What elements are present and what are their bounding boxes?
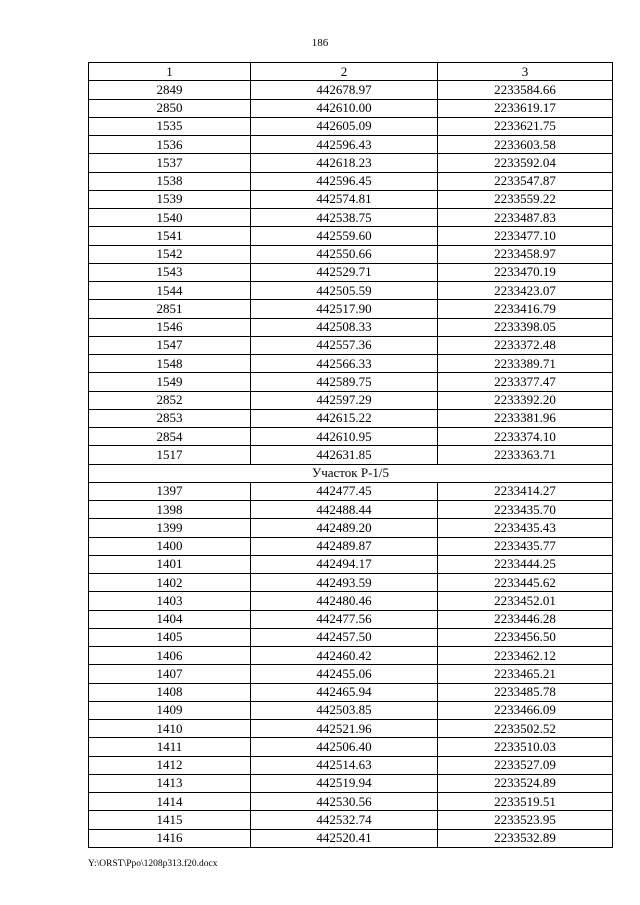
point-number-cell: 2852 xyxy=(89,391,251,409)
x-coordinate-cell: 442494.17 xyxy=(251,555,438,573)
point-number-cell: 1540 xyxy=(89,209,251,227)
y-coordinate-cell: 2233416.79 xyxy=(438,300,613,318)
point-number-cell: 1397 xyxy=(89,482,251,500)
x-coordinate-cell: 442574.81 xyxy=(251,190,438,208)
x-coordinate-cell: 442597.29 xyxy=(251,391,438,409)
point-number-cell: 1411 xyxy=(89,738,251,756)
table-row xyxy=(89,81,613,99)
x-coordinate-cell: 442589.75 xyxy=(251,373,438,391)
point-number-cell: 2849 xyxy=(89,81,251,99)
x-coordinate-cell: 442488.44 xyxy=(251,501,438,519)
point-number-cell: 2851 xyxy=(89,300,251,318)
point-number-cell: 1405 xyxy=(89,628,251,646)
y-coordinate-cell: 2233456.50 xyxy=(438,628,613,646)
point-number-cell: 2854 xyxy=(89,428,251,446)
point-number-cell: 2850 xyxy=(89,99,251,117)
y-coordinate-cell: 2233510.03 xyxy=(438,738,613,756)
table-row xyxy=(89,501,613,519)
y-coordinate-cell: 2233619.17 xyxy=(438,99,613,117)
point-number-cell: 1404 xyxy=(89,610,251,628)
y-coordinate-cell: 2233446.28 xyxy=(438,610,613,628)
table-row xyxy=(89,318,613,336)
table-row xyxy=(89,355,613,373)
x-coordinate-cell: 442529.71 xyxy=(251,263,438,281)
x-coordinate-cell: 442505.59 xyxy=(251,282,438,300)
table-row xyxy=(89,519,613,537)
y-coordinate-cell: 2233466.09 xyxy=(438,701,613,719)
y-coordinate-cell: 2233477.10 xyxy=(438,227,613,245)
y-coordinate-cell: 2233547.87 xyxy=(438,172,613,190)
table-row xyxy=(89,793,613,811)
table-row xyxy=(89,373,613,391)
y-coordinate-cell: 2233485.78 xyxy=(438,683,613,701)
table-row xyxy=(89,227,613,245)
x-coordinate-cell: 442520.41 xyxy=(251,829,438,847)
column-header-1: 1 xyxy=(89,63,251,81)
point-number-cell: 1402 xyxy=(89,574,251,592)
x-coordinate-cell: 442477.45 xyxy=(251,482,438,500)
x-coordinate-cell: 442596.43 xyxy=(251,136,438,154)
table-row xyxy=(89,428,613,446)
y-coordinate-cell: 2233423.07 xyxy=(438,282,613,300)
point-number-cell: 1548 xyxy=(89,355,251,373)
point-number-cell: 1546 xyxy=(89,318,251,336)
x-coordinate-cell: 442566.33 xyxy=(251,355,438,373)
x-coordinate-cell: 442605.09 xyxy=(251,117,438,135)
x-coordinate-cell: 442517.90 xyxy=(251,300,438,318)
y-coordinate-cell: 2233372.48 xyxy=(438,336,613,354)
table-row xyxy=(89,574,613,592)
point-number-cell: 1400 xyxy=(89,537,251,555)
table-row xyxy=(89,592,613,610)
point-number-cell: 1409 xyxy=(89,701,251,719)
table-row xyxy=(89,665,613,683)
point-number-cell: 1406 xyxy=(89,647,251,665)
table-row xyxy=(89,336,613,354)
table-row xyxy=(89,245,613,263)
y-coordinate-cell: 2233377.47 xyxy=(438,373,613,391)
y-coordinate-cell: 2233487.83 xyxy=(438,209,613,227)
y-coordinate-cell: 2233470.19 xyxy=(438,263,613,281)
y-coordinate-cell: 2233398.05 xyxy=(438,318,613,336)
x-coordinate-cell: 442519.94 xyxy=(251,774,438,792)
table-row xyxy=(89,209,613,227)
table-row xyxy=(89,154,613,172)
y-coordinate-cell: 2233603.58 xyxy=(438,136,613,154)
coordinates-table xyxy=(88,62,613,848)
x-coordinate-cell: 442460.42 xyxy=(251,647,438,665)
x-coordinate-cell: 442506.40 xyxy=(251,738,438,756)
x-coordinate-cell: 442631.85 xyxy=(251,446,438,464)
table-row xyxy=(89,537,613,555)
column-header-2: 2 xyxy=(251,63,438,81)
y-coordinate-cell: 2233414.27 xyxy=(438,482,613,500)
y-coordinate-cell: 2233392.20 xyxy=(438,391,613,409)
table-row xyxy=(89,683,613,701)
x-coordinate-cell: 442559.60 xyxy=(251,227,438,245)
table-header-row xyxy=(89,63,613,81)
point-number-cell: 1549 xyxy=(89,373,251,391)
x-coordinate-cell: 442550.66 xyxy=(251,245,438,263)
point-number-cell: 1544 xyxy=(89,282,251,300)
point-number-cell: 1541 xyxy=(89,227,251,245)
point-number-cell: 1413 xyxy=(89,774,251,792)
table-row xyxy=(89,282,613,300)
y-coordinate-cell: 2233584.66 xyxy=(438,81,613,99)
table-row xyxy=(89,756,613,774)
y-coordinate-cell: 2233435.70 xyxy=(438,501,613,519)
table-row xyxy=(89,136,613,154)
x-coordinate-cell: 442514.63 xyxy=(251,756,438,774)
table-row xyxy=(89,446,613,464)
point-number-cell: 1537 xyxy=(89,154,251,172)
column-header-3: 3 xyxy=(438,63,613,81)
point-number-cell: 1401 xyxy=(89,555,251,573)
section-header-row xyxy=(89,464,613,482)
y-coordinate-cell: 2233559.22 xyxy=(438,190,613,208)
y-coordinate-cell: 2233502.52 xyxy=(438,720,613,738)
table-row xyxy=(89,99,613,117)
point-number-cell: 1410 xyxy=(89,720,251,738)
y-coordinate-cell: 2233435.77 xyxy=(438,537,613,555)
point-number-cell: 1539 xyxy=(89,190,251,208)
table-row xyxy=(89,811,613,829)
y-coordinate-cell: 2233389.71 xyxy=(438,355,613,373)
point-number-cell: 1536 xyxy=(89,136,251,154)
point-number-cell: 1407 xyxy=(89,665,251,683)
y-coordinate-cell: 2233363.71 xyxy=(438,446,613,464)
point-number-cell: 1517 xyxy=(89,446,251,464)
x-coordinate-cell: 442596.45 xyxy=(251,172,438,190)
table-row xyxy=(89,409,613,427)
y-coordinate-cell: 2233523.95 xyxy=(438,811,613,829)
x-coordinate-cell: 442489.87 xyxy=(251,537,438,555)
table-row xyxy=(89,628,613,646)
x-coordinate-cell: 442538.75 xyxy=(251,209,438,227)
x-coordinate-cell: 442521.96 xyxy=(251,720,438,738)
point-number-cell: 1412 xyxy=(89,756,251,774)
page-number: 186 xyxy=(311,37,329,49)
table-row xyxy=(89,391,613,409)
x-coordinate-cell: 442457.50 xyxy=(251,628,438,646)
x-coordinate-cell: 442530.56 xyxy=(251,793,438,811)
footer-file-path: Y:\ORST\Ppo\1208p313.f20.docx xyxy=(88,859,218,869)
y-coordinate-cell: 2233435.43 xyxy=(438,519,613,537)
x-coordinate-cell: 442532.74 xyxy=(251,811,438,829)
x-coordinate-cell: 442678.97 xyxy=(251,81,438,99)
table-row xyxy=(89,720,613,738)
table-row xyxy=(89,774,613,792)
table-row xyxy=(89,190,613,208)
point-number-cell: 1538 xyxy=(89,172,251,190)
x-coordinate-cell: 442610.95 xyxy=(251,428,438,446)
x-coordinate-cell: 442455.06 xyxy=(251,665,438,683)
point-number-cell: 1403 xyxy=(89,592,251,610)
point-number-cell: 1542 xyxy=(89,245,251,263)
point-number-cell: 2853 xyxy=(89,409,251,427)
x-coordinate-cell: 442493.59 xyxy=(251,574,438,592)
table-row xyxy=(89,738,613,756)
x-coordinate-cell: 442465.94 xyxy=(251,683,438,701)
y-coordinate-cell: 2233524.89 xyxy=(438,774,613,792)
point-number-cell: 1414 xyxy=(89,793,251,811)
x-coordinate-cell: 442477.56 xyxy=(251,610,438,628)
table-row xyxy=(89,482,613,500)
y-coordinate-cell: 2233452.01 xyxy=(438,592,613,610)
y-coordinate-cell: 2233462.12 xyxy=(438,647,613,665)
point-number-cell: 1398 xyxy=(89,501,251,519)
point-number-cell: 1543 xyxy=(89,263,251,281)
point-number-cell: 1535 xyxy=(89,117,251,135)
x-coordinate-cell: 442615.22 xyxy=(251,409,438,427)
y-coordinate-cell: 2233444.25 xyxy=(438,555,613,573)
y-coordinate-cell: 2233519.51 xyxy=(438,793,613,811)
point-number-cell: 1416 xyxy=(89,829,251,847)
y-coordinate-cell: 2233532.89 xyxy=(438,829,613,847)
x-coordinate-cell: 442557.36 xyxy=(251,336,438,354)
x-coordinate-cell: 442480.46 xyxy=(251,592,438,610)
section-label: Участок Р-1/5 xyxy=(89,464,613,482)
table-row xyxy=(89,117,613,135)
table-row xyxy=(89,610,613,628)
y-coordinate-cell: 2233465.21 xyxy=(438,665,613,683)
x-coordinate-cell: 442508.33 xyxy=(251,318,438,336)
table-row xyxy=(89,829,613,847)
point-number-cell: 1408 xyxy=(89,683,251,701)
y-coordinate-cell: 2233445.62 xyxy=(438,574,613,592)
point-number-cell: 1415 xyxy=(89,811,251,829)
x-coordinate-cell: 442489.20 xyxy=(251,519,438,537)
x-coordinate-cell: 442610.00 xyxy=(251,99,438,117)
y-coordinate-cell: 2233458.97 xyxy=(438,245,613,263)
x-coordinate-cell: 442503.85 xyxy=(251,701,438,719)
point-number-cell: 1399 xyxy=(89,519,251,537)
table-row xyxy=(89,300,613,318)
y-coordinate-cell: 2233381.96 xyxy=(438,409,613,427)
coordinates-table-body xyxy=(89,63,613,848)
x-coordinate-cell: 442618.23 xyxy=(251,154,438,172)
table-row xyxy=(89,647,613,665)
table-row xyxy=(89,555,613,573)
y-coordinate-cell: 2233527.09 xyxy=(438,756,613,774)
table-row xyxy=(89,172,613,190)
y-coordinate-cell: 2233374.10 xyxy=(438,428,613,446)
y-coordinate-cell: 2233621.75 xyxy=(438,117,613,135)
point-number-cell: 1547 xyxy=(89,336,251,354)
y-coordinate-cell: 2233592.04 xyxy=(438,154,613,172)
table-row xyxy=(89,263,613,281)
table-row xyxy=(89,701,613,719)
